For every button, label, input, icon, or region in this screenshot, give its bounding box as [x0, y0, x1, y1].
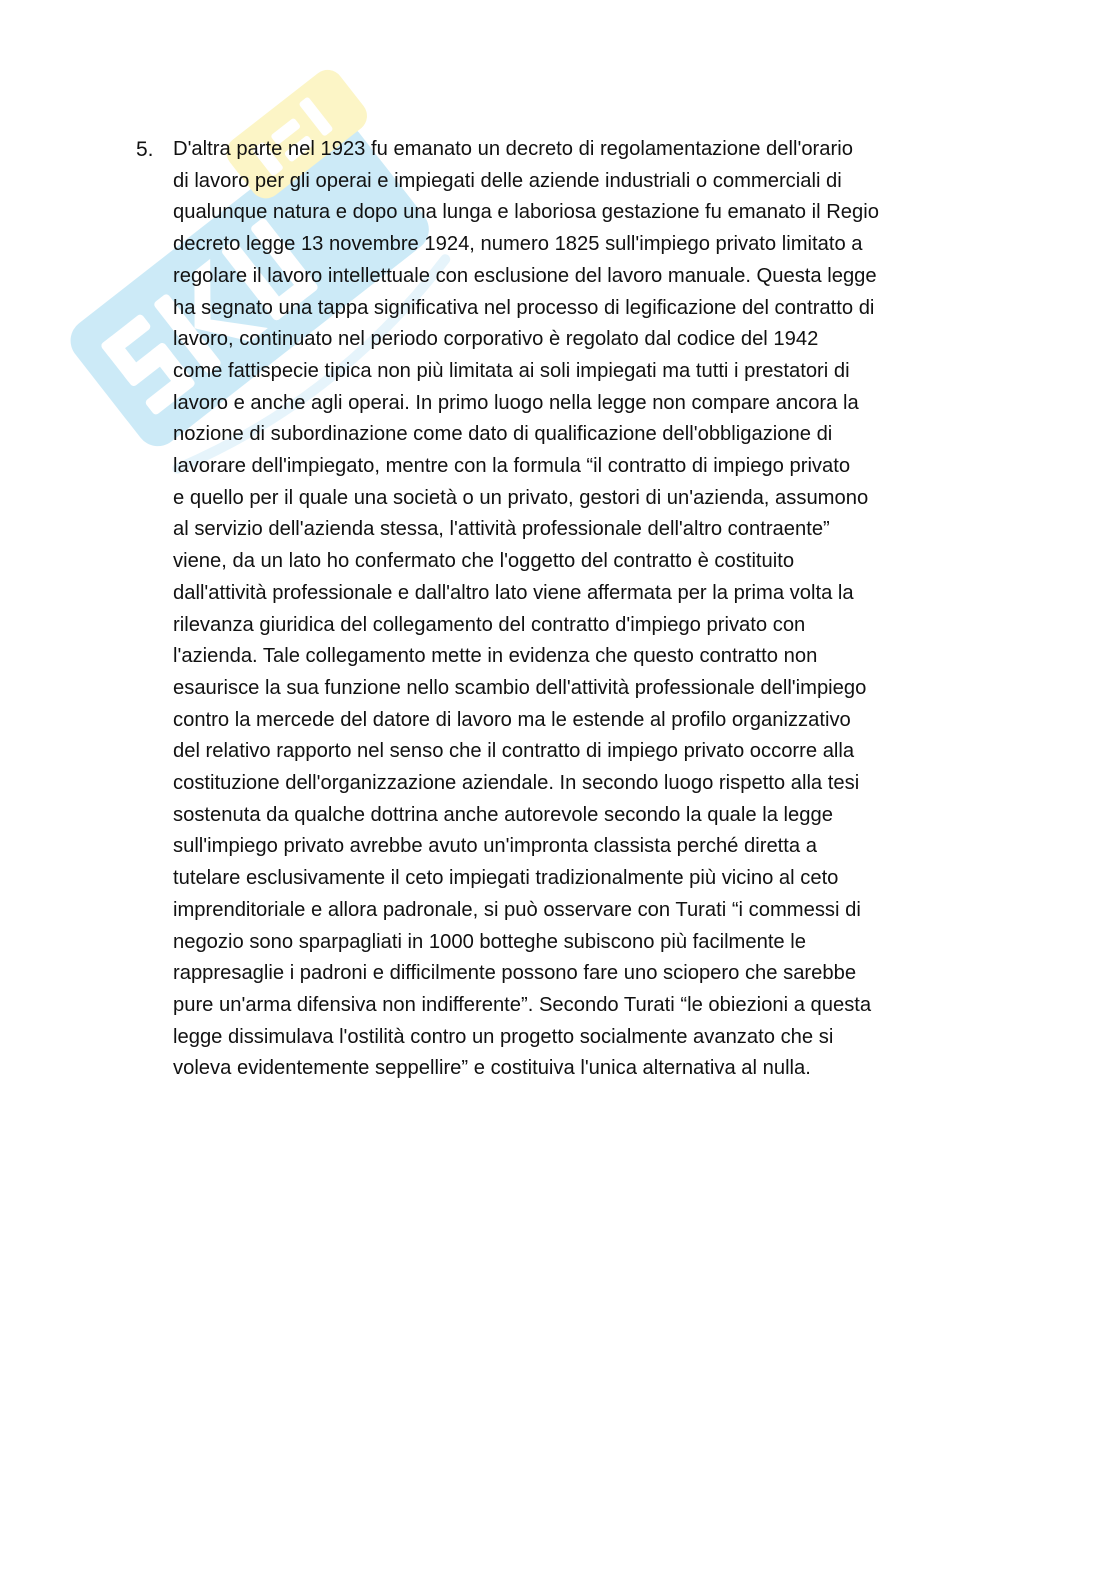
- text-line: tutelare esclusivamente il ceto impiegati tradizionalmente più vicino al ceto: [173, 867, 839, 890]
- text-line: legge dissimulava l'ostilità contro un progetto socialmente avanzato che si: [173, 1025, 834, 1048]
- text-line: pure un'arma difensiva non indifferente”. Secondo Turati “le obiezioni a questa: [173, 993, 872, 1016]
- text-line: come fattispecie tipica non più limitata ai soli impiegati ma tutti i prestatori di: [173, 359, 850, 382]
- text-line: rilevanza giuridica del collegamento del contratto d'impiego privato con: [173, 613, 806, 636]
- text-line: dall'attività professionale e dall'altro lato viene affermata per la prima volta la: [173, 581, 854, 604]
- text-line: lavoro e anche agli operai. In primo luogo nella legge non compare ancora la: [173, 391, 859, 414]
- list-item: [136, 134, 1016, 1085]
- text-line: ha segnato una tappa significativa nel processo di legificazione del contratto di: [173, 296, 875, 319]
- text-line: di lavoro per gli operai e impiegati delle aziende industriali o commerciali di: [173, 169, 842, 192]
- text-line: al servizio dell'azienda stessa, l'attività professionale dell'altro contraente”: [173, 518, 830, 541]
- text-line: rappresaglie i padroni e difficilmente possono fare uno sciopero che sarebbe: [173, 962, 857, 985]
- text-line: regolare il lavoro intellettuale con esclusione del lavoro manuale. Questa legge: [173, 264, 877, 287]
- numbered-list: [136, 134, 1016, 1085]
- text-line: lavoro, continuato nel periodo corporativo è regolato dal codice del 1942: [173, 328, 819, 351]
- text-line: sull'impiego privato avrebbe avuto un'impronta classista perché diretta a: [173, 835, 817, 858]
- text-line: voleva evidentemente seppellire” e costituiva l'unica alternativa al nulla.: [173, 1057, 811, 1080]
- text-line: esaurisce la sua funzione nello scambio dell'attività professionale dell'impiego: [173, 676, 867, 699]
- paragraph-text: [173, 134, 1016, 1085]
- text-line: D'altra parte nel 1923 fu emanato un decreto di regolamentazione dell'orario: [173, 138, 853, 160]
- text-line: l'azienda. Tale collegamento mette in evidenza che questo contratto non: [173, 645, 818, 668]
- text-line: qualunque natura e dopo una lunga e laboriosa gestazione fu emanato il Regio: [173, 201, 879, 224]
- text-line: decreto legge 13 novembre 1924, numero 1825 sull'impiego privato limitato a: [173, 233, 863, 256]
- text-line: e quello per il quale una società o un privato, gestori di un'azienda, assumono: [173, 486, 869, 509]
- text-line: contro la mercede del datore di lavoro ma le estende al profilo organizzativo: [173, 708, 851, 731]
- list-item-number: 5.: [136, 138, 154, 161]
- text-line: negozio sono sparpagliati in 1000 botteghe subiscono più facilmente le: [173, 930, 806, 953]
- text-line: del relativo rapporto nel senso che il contratto di impiego privato occorre alla: [173, 740, 855, 763]
- text-line: nozione di subordinazione come dato di qualificazione dell'obbligazione di: [173, 423, 833, 446]
- text-line: sostenuta da qualche dottrina anche autorevole secondo la quale la legge: [173, 803, 833, 826]
- text-line: viene, da un lato ho confermato che l'oggetto del contratto è costituito: [173, 550, 795, 573]
- text-line: imprenditoriale e allora padronale, si può osservare con Turati “i commessi di: [173, 898, 861, 921]
- text-line: lavorare dell'impiegato, mentre con la formula “il contratto di impiego privato: [173, 455, 851, 478]
- text-line: costituzione dell'organizzazione aziendale. In secondo luogo rispetto alla tesi: [173, 772, 860, 795]
